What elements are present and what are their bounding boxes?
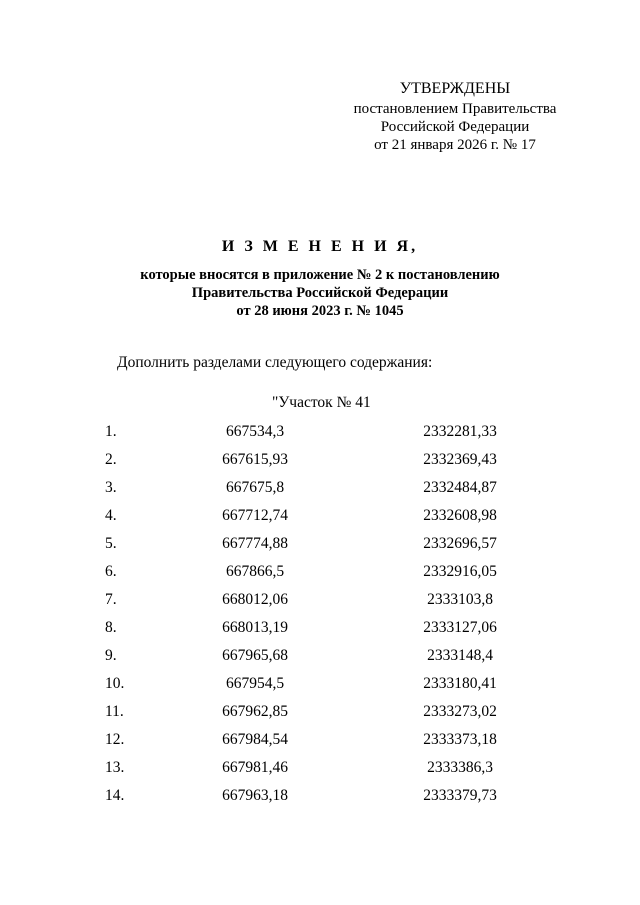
row-number: 10. <box>105 675 125 692</box>
table-row <box>0 530 640 558</box>
row-number: 11. <box>105 703 124 720</box>
coordinates-table <box>0 418 640 810</box>
x-coordinate: 667615,93 <box>222 451 288 468</box>
table-row <box>0 642 640 670</box>
row-number: 14. <box>105 787 125 804</box>
document-subtitle-line-2: Правительства Российской Федерации <box>191 285 449 301</box>
row-number: 9. <box>105 647 117 664</box>
y-coordinate: 2333148,4 <box>427 647 493 664</box>
row-number: 12. <box>105 731 125 748</box>
table-row <box>0 782 640 810</box>
row-number: 3. <box>105 479 117 496</box>
x-coordinate: 667981,46 <box>222 759 288 776</box>
row-number: 6. <box>105 563 117 580</box>
y-coordinate: 2332484,87 <box>423 479 497 496</box>
y-coordinate: 2332916,05 <box>423 563 497 580</box>
approval-line-2: Российской Федерации <box>380 119 530 135</box>
x-coordinate: 667963,18 <box>222 787 288 804</box>
y-coordinate: 2333180,41 <box>423 675 497 692</box>
section-title: "Участок № 41 <box>272 394 371 411</box>
row-number: 13. <box>105 759 125 776</box>
table-row <box>0 586 640 614</box>
x-coordinate: 667962,85 <box>222 703 288 720</box>
x-coordinate: 667712,74 <box>222 507 288 524</box>
x-coordinate: 667984,54 <box>222 731 288 748</box>
row-number: 2. <box>105 451 117 468</box>
y-coordinate: 2333127,06 <box>423 619 497 636</box>
table-row <box>0 614 640 642</box>
approval-line-1: постановлением Правительства <box>353 101 557 117</box>
y-coordinate: 2333273,02 <box>423 703 497 720</box>
x-coordinate: 667534,3 <box>225 423 285 440</box>
y-coordinate: 2333379,73 <box>423 787 497 804</box>
table-row <box>0 418 640 446</box>
y-coordinate: 2333373,18 <box>423 731 497 748</box>
x-coordinate: 668013,19 <box>222 619 288 636</box>
table-row <box>0 446 640 474</box>
table-row <box>0 670 640 698</box>
row-number: 1. <box>105 423 117 440</box>
table-row <box>0 726 640 754</box>
x-coordinate: 667675,8 <box>225 479 285 496</box>
document-heading <box>0 238 640 320</box>
y-coordinate: 2333386,3 <box>427 759 493 776</box>
y-coordinate: 2332696,57 <box>423 535 497 552</box>
intro-text: Дополнить разделами следующего содержания: <box>117 354 433 371</box>
approval-stamp <box>330 80 580 154</box>
table-row <box>0 754 640 782</box>
document-subtitle-line-3: от 28 июня 2023 г. № 1045 <box>236 303 404 319</box>
y-coordinate: 2332369,43 <box>423 451 497 468</box>
x-coordinate: 667954,5 <box>225 675 285 692</box>
row-number: 8. <box>105 619 117 636</box>
table-row <box>0 502 640 530</box>
approved-label: УТВЕРЖДЕНЫ <box>399 80 511 97</box>
document-subtitle-line-1: которые вносятся в приложение № 2 к постановлению <box>140 267 500 283</box>
approval-line-3: от 21 января 2026 г. № 17 <box>374 137 536 153</box>
x-coordinate: 667965,68 <box>222 647 288 664</box>
row-number: 4. <box>105 507 117 524</box>
y-coordinate: 2332281,33 <box>423 423 497 440</box>
row-number: 5. <box>105 535 117 552</box>
row-number: 7. <box>105 591 117 608</box>
y-coordinate: 2333103,8 <box>427 591 493 608</box>
table-row <box>0 558 640 586</box>
document-title: И З М Е Н Е Н И Я, <box>221 238 419 255</box>
x-coordinate: 667774,88 <box>222 535 288 552</box>
y-coordinate: 2332608,98 <box>423 507 497 524</box>
x-coordinate: 667866,5 <box>225 563 285 580</box>
x-coordinate: 668012,06 <box>222 591 288 608</box>
table-row <box>0 474 640 502</box>
table-row <box>0 698 640 726</box>
